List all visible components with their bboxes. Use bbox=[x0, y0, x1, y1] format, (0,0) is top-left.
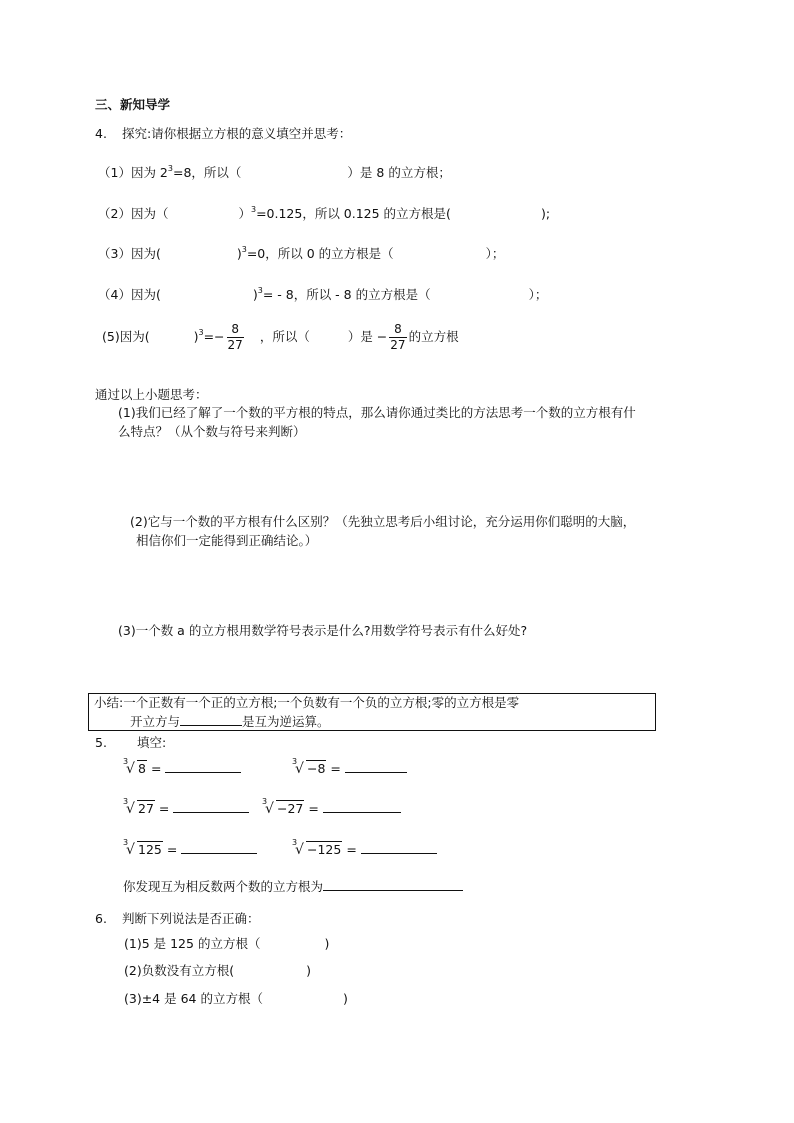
q4-item-3-text-c: ）； bbox=[485, 246, 505, 262]
q4-item-3-text-a: （3）因为( bbox=[98, 246, 161, 262]
q5-item-1 bbox=[123, 757, 241, 777]
q4-item-5-text-d: ）是 − bbox=[347, 329, 388, 344]
q4-item-5-text-a: (5)因为( bbox=[102, 329, 150, 344]
q6-item-3-close: ) bbox=[342, 991, 348, 1006]
q5-finding-blank[interactable] bbox=[323, 878, 463, 891]
q4-intro: 探究:请你根据立方根的意义填空并思考： bbox=[122, 126, 352, 141]
q4-item-1-text-a: （1）因为 2 bbox=[98, 165, 168, 181]
q4-item-5-exponent: 3 bbox=[198, 327, 204, 337]
summary-blank[interactable] bbox=[180, 713, 242, 726]
q4-item-4-exponent: 3 bbox=[257, 286, 263, 295]
q5-number: 5. bbox=[95, 735, 107, 750]
q5-title: 填空: bbox=[137, 735, 167, 750]
q4-item-5-text-e: 的立方根 bbox=[408, 329, 459, 344]
answer-blank[interactable] bbox=[323, 800, 401, 813]
radicand: 8 bbox=[138, 761, 146, 776]
q6-item-2-text: (2)负数没有立方根( bbox=[124, 963, 235, 978]
q4-item-2: （2）因为（ ）$^3$=0.125，所以 0.125 的立方根是( ); bbox=[98, 205, 551, 222]
q4-item-1 bbox=[98, 165, 451, 180]
think-p2-line2: 相信你们一定能得到正确结论。） bbox=[136, 533, 318, 548]
q6-title: 判断下列说法是否正确： bbox=[122, 911, 260, 926]
equals-sign: = bbox=[308, 801, 319, 816]
think-p3: (3)一个数 a 的立方根用数学符号表示是什么?用数学符号表示有什么好处? bbox=[118, 623, 528, 638]
equals-sign: = bbox=[166, 842, 178, 857]
think-p1-line1: (1)我们已经了解了一个数的平方根的特点，那么请你通过类比的方法思考一个数的立方根有什 bbox=[118, 405, 636, 420]
q4-item-1-text-c: ）是 8 的立方根； bbox=[347, 165, 451, 181]
answer-blank[interactable] bbox=[181, 841, 257, 854]
q5-item-6 bbox=[292, 838, 437, 858]
summary-line2-text-a: 开立方与 bbox=[130, 714, 181, 729]
q4-item-1-exponent: 3 bbox=[167, 164, 173, 173]
q6-item-3 bbox=[124, 991, 348, 1006]
cube-root bbox=[123, 757, 147, 777]
equals-sign: = bbox=[158, 801, 170, 816]
root-index: 3 bbox=[123, 838, 129, 847]
answer-blank[interactable] bbox=[173, 800, 249, 813]
cube-root bbox=[292, 838, 342, 858]
radical-sign-icon: √ bbox=[295, 842, 304, 858]
cube-root bbox=[292, 757, 326, 777]
q6-number: 6. bbox=[95, 911, 107, 926]
q5-finding-text: 你发现互为相反数两个数的立方根为 bbox=[123, 879, 324, 894]
q4-item-3-exponent: 3 bbox=[241, 245, 247, 254]
root-index: 3 bbox=[123, 797, 129, 806]
think-heading: 通过以上小题思考： bbox=[95, 387, 208, 402]
equals-sign: = bbox=[330, 761, 341, 776]
q6-item-3-text: (3)±4 是 64 的立方根（ bbox=[124, 991, 263, 1006]
radical-sign-icon: √ bbox=[126, 801, 135, 817]
q5-item-2 bbox=[292, 757, 407, 777]
think-p1-line2: 么特点？（从个数与符号来判断） bbox=[118, 424, 306, 439]
q4-number: 4. bbox=[95, 126, 107, 141]
summary-line2 bbox=[130, 713, 330, 729]
q4-item-1-text-b: =8，所以（ bbox=[172, 165, 242, 181]
q6-item-2 bbox=[124, 963, 311, 978]
q4-item-2-text-b: =0.125，所以 0.125 的立方根是( bbox=[256, 206, 451, 222]
summary-line1: 小结:一个正数有一个正的立方根;一个负数有一个负的立方根;零的立方根是零 bbox=[94, 695, 520, 710]
answer-blank[interactable] bbox=[345, 760, 407, 773]
radicand: −27 bbox=[277, 801, 304, 816]
root-index: 3 bbox=[292, 757, 298, 766]
answer-blank[interactable] bbox=[361, 841, 437, 854]
radical-sign-icon: √ bbox=[265, 801, 274, 817]
q5-item-3 bbox=[123, 797, 249, 817]
q5-finding bbox=[123, 878, 463, 894]
root-index: 3 bbox=[262, 797, 268, 806]
fraction-numerator: 8 bbox=[389, 322, 406, 338]
answer-blank[interactable] bbox=[165, 760, 241, 773]
q5-item-4 bbox=[262, 797, 401, 817]
equals-sign: = bbox=[150, 761, 162, 776]
q4-item-4-text-c: ）； bbox=[528, 287, 548, 303]
q6-item-1-text: (1)5 是 125 的立方根（ bbox=[124, 936, 261, 951]
think-p2-line1: (2)它与一个数的平方根有什么区别？（先独立思考后小组讨论，充分运用你们聪明的大脑， bbox=[130, 514, 636, 529]
radicand: −8 bbox=[307, 761, 326, 776]
q6-item-1-close: ) bbox=[324, 936, 330, 951]
cube-root bbox=[123, 797, 155, 817]
radical-sign-icon: √ bbox=[126, 842, 135, 858]
radical-sign-icon: √ bbox=[295, 761, 304, 777]
q4-item-5-fraction-1 bbox=[227, 322, 244, 353]
fraction-numerator: 8 bbox=[227, 322, 244, 338]
q4-item-2-exponent: 3 bbox=[250, 205, 257, 214]
section-title: 三、新知导学 bbox=[95, 97, 171, 112]
radicand: 125 bbox=[138, 842, 162, 857]
q4-item-3-text-b: =0，所以 0 的立方根是（ bbox=[246, 246, 394, 262]
q4-item-4: （4）因为( )$^3$= - 8，所以 - 8 的立方根是（ ）； bbox=[98, 286, 548, 303]
root-index: 3 bbox=[292, 838, 298, 847]
radicand: −125 bbox=[307, 842, 342, 857]
fraction-denominator: 27 bbox=[227, 338, 243, 352]
q4-item-2-text-c: ); bbox=[540, 206, 551, 222]
q4-item-5-text-c: ，所以（ bbox=[259, 329, 310, 344]
root-index: 3 bbox=[123, 757, 129, 766]
radical-sign-icon: √ bbox=[126, 761, 135, 777]
cube-root bbox=[262, 797, 304, 817]
q4-item-5: (5)因为( )$^3$=− $\frac{8}{27}$ ，所以（ ）是 − $\frac{8}{27}$ 的立方根 bbox=[102, 322, 459, 352]
q4-item-4-text-b: = - 8，所以 - 8 的立方根是（ bbox=[262, 287, 431, 303]
cube-root bbox=[123, 838, 163, 858]
q4-item-3: （3）因为( )$^3$=0，所以 0 的立方根是（ ）； bbox=[98, 245, 505, 262]
q4-item-2-text-a: （2）因为（ bbox=[98, 206, 169, 222]
q5-item-5 bbox=[123, 838, 257, 858]
q4-item-5-text-b: =− bbox=[203, 329, 225, 344]
radicand: 27 bbox=[138, 801, 154, 816]
q4-item-5-fraction-2 bbox=[389, 322, 406, 353]
q6-item-1 bbox=[124, 936, 329, 951]
summary-line2-text-b: 是互为逆运算。 bbox=[242, 714, 330, 729]
fraction-denominator: 27 bbox=[390, 338, 406, 352]
equals-sign: = bbox=[346, 842, 357, 857]
q4-item-4-text-a: （4）因为( bbox=[98, 287, 161, 303]
q6-item-2-close: ) bbox=[306, 963, 311, 978]
